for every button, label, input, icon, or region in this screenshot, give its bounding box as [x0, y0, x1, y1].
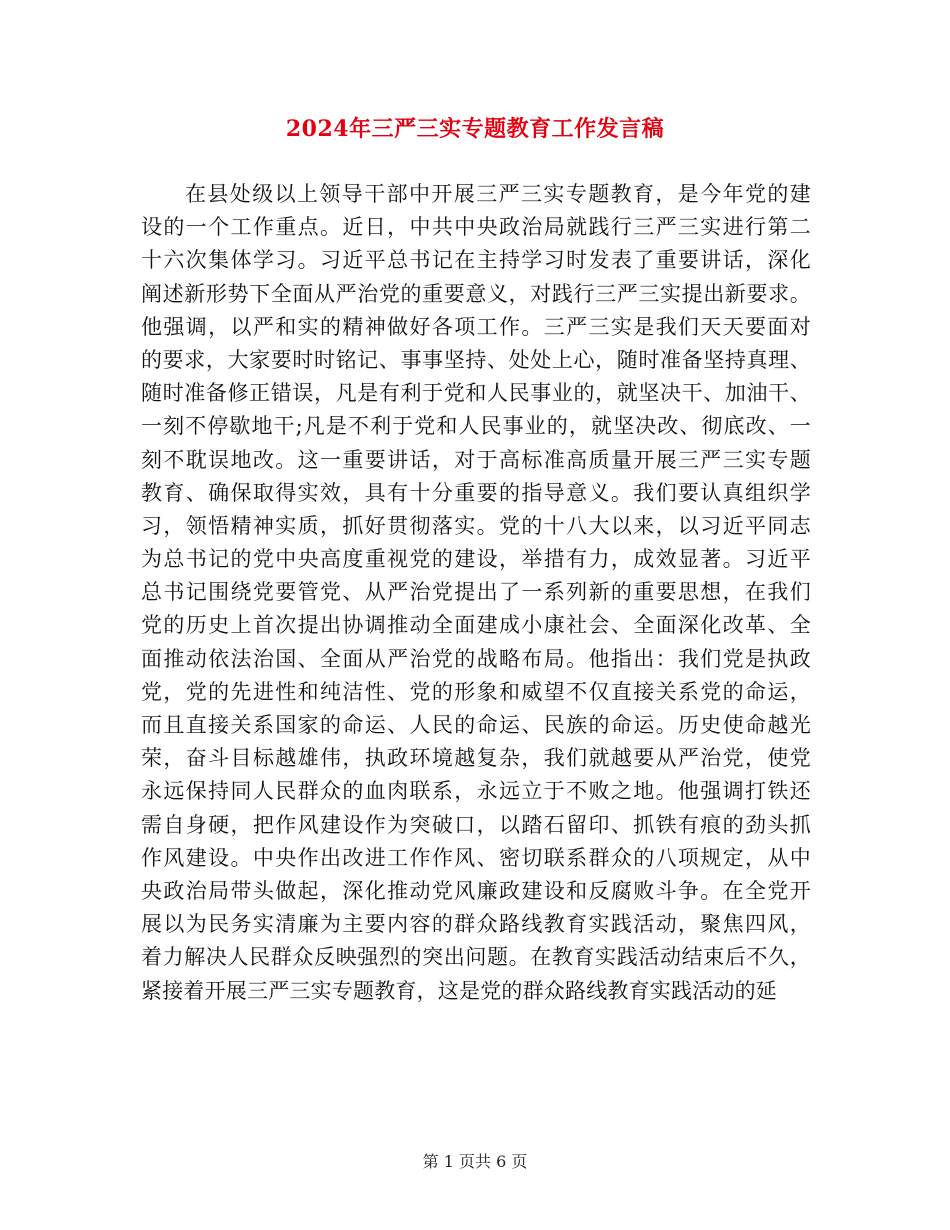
body-line: 党的历史上首次提出协调推动全面建成小康社会、全面深化改革、全 [141, 613, 811, 638]
body-line: 在县处级以上领导干部中开展三严三实专题教育，是今年党的建 [185, 182, 811, 206]
body-line: 习，领悟精神实质，抓好贯彻落实。党的十八大以来，以习近平同志 [141, 513, 811, 538]
body-line: 一刻不停歇地干;凡是不利于党和人民事业的，就坚决改、彻底改、一 [141, 414, 811, 439]
body-line: 央政治局带头做起，深化推动党风廉政建设和反腐败斗争。在全党开 [141, 878, 811, 903]
body-line: 随时准备修正错误，凡是有利于党和人民事业的，就坚决干、加油干、 [141, 381, 811, 406]
body-line: 他强调，以严和实的精神做好各项工作。三严三实是我们天天要面对 [141, 314, 811, 339]
body-line: 为总书记的党中央高度重视党的建设，举措有力，成效显著。习近平 [141, 547, 811, 572]
body-line: 作风建设。中央作出改进工作作风、密切联系群众的八项规定，从中 [141, 845, 811, 870]
document-body [141, 178, 811, 1008]
body-line: 教育、确保取得实效，具有十分重要的指导意义。我们要认真组织学 [141, 480, 811, 505]
body-line: 而且直接关系国家的命运、人民的命运、民族的命运。历史使命越光 [141, 713, 811, 737]
body-line: 党，党的先进性和纯洁性、党的形象和威望不仅直接关系党的命运， [141, 679, 811, 704]
body-line: 展以为民务实清廉为主要内容的群众路线教育实践活动，聚焦四风， [141, 912, 811, 937]
body-line: 紧接着开展三严三实专题教育，这是党的群众路线教育实践活动的延 [141, 978, 777, 1003]
body-line: 着力解决人民群众反映强烈的突出问题。在教育实践活动结束后不久， [141, 945, 811, 970]
body-line: 的要求，大家要时时铭记、事事坚持、处处上心，随时准备坚持真理、 [141, 347, 811, 372]
body-line: 设的一个工作重点。近日，中共中央政治局就践行三严三实进行第二 [141, 215, 811, 240]
body-line: 十六次集体学习。习近平总书记在主持学习时发表了重要讲话，深化 [141, 248, 811, 273]
page-number-footer: 第 1 页共 6 页 [422, 1152, 528, 1171]
body-line: 刻不耽误地改。这一重要讲话，对于高标准高质量开展三严三实专题 [141, 447, 811, 472]
body-line: 荣，奋斗目标越雄伟，执政环境越复杂，我们就越要从严治党，使党 [141, 746, 811, 771]
body-line: 需自身硬，把作风建设作为突破口，以踏石留印、抓铁有痕的劲头抓 [141, 812, 811, 837]
body-line: 总书记围绕党要管党、从严治党提出了一系列新的重要思想，在我们 [141, 580, 811, 605]
body-line: 永远保持同人民群众的血肉联系，永远立于不败之地。他强调打铁还 [141, 779, 811, 804]
body-line: 阐述新形势下全面从严治党的重要意义，对践行三严三实提出新要求。 [141, 281, 811, 306]
document-title: 2024年三严三实专题教育工作发言稿 [285, 116, 665, 142]
body-line: 面推动依法治国、全面从严治党的战略布局。他指出：我们党是执政 [141, 646, 811, 671]
